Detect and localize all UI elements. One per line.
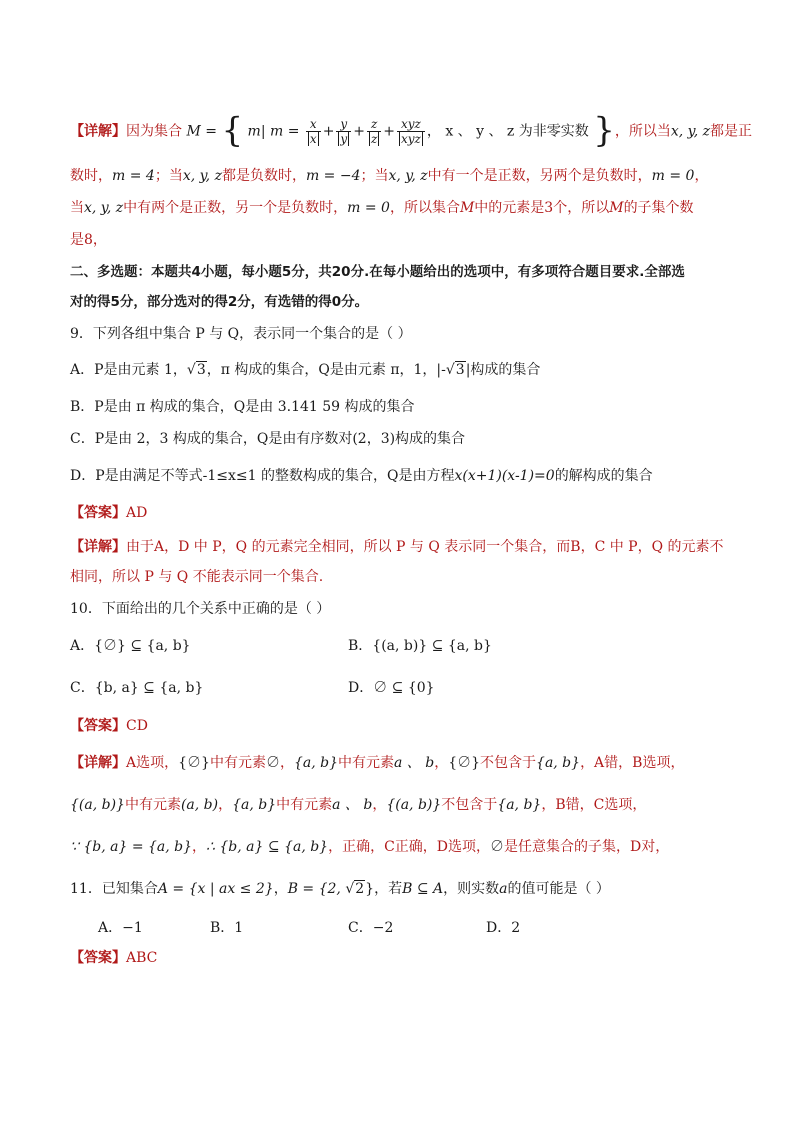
detail1-line3: 当x, y, z中有两个是正数，另一个是负数时，m = 0，所以集合M中的元素是3个，所以M的子集个数 [70,200,694,216]
q11-option-B: B．1 [210,920,244,936]
set-B: B = {2, [287,881,346,897]
q10-detail-line2: {(a, b)}中有元素(a, b)，{a, b}中有元素a 、 b，{(a, b)}不包含于{a, b}，B错，C选项， [70,797,647,813]
q10-option-D: D．∅ ⊆ {0} [348,680,435,696]
detail-text: 因为集合 [126,123,182,140]
q10-detail-line3: ∵ {b, a} = {a, b}，∴ {b, a} ⊆ {a, b}，正确，C正确，D选项，∅是任意集合的子集，D对， [70,839,670,855]
set-M: M [186,123,201,140]
set-A: A = {x | ax ≤ 2} [157,881,274,897]
var-m: m [269,123,284,140]
detail1-line1: 【详解】因为集合 M = { m| m = $\frac{x}{x}$ + $\frac{y}{y}$ + $\frac{z}{z}$ + $\frac{\text{xyz}}{\text{xyz}}$ ， x 、 y 、 z 为非零实数 }，所以当x, y, z都是正 [70,110,752,151]
q11-answer: 【答案】ABC [70,950,158,966]
m-equals-0: m = 0 [651,168,695,184]
detail-text: ，所以当 [614,123,671,140]
answer-value: CD [126,718,148,734]
m-equals-0: m = 0 [347,200,390,216]
fraction-x: $\frac{x}{x}$ [306,117,321,146]
equation: x(x+1)(x-1)=0 [454,468,555,484]
condition-text: x 、 y 、 z 为非零实数 [445,123,589,140]
detail1-line2: 数时，m = 4；当x, y, z都是负数时，m = −4；当x, y, z中有一个是正数，另两个是负数时，m = 0， [70,168,709,184]
fraction-xyz: $\frac{\text{xyz}}{\text{xyz}}$ [397,117,425,146]
section2-heading-line1: 二、多选题：本题共4小题，每小题5分，共20分.在每小题给出的选项中，有多项符合题目要求.全部选 [70,264,685,280]
fraction-y: $\frac{y}{y}$ [336,117,351,146]
q10-option-A: A．{∅} ⊆ {a, b} [70,638,191,654]
equals: = [287,123,300,140]
q9-stem: 9．下列各组中集合 P 与 Q，表示同一个集合的是（ ） [70,326,412,342]
q11-option-C: C．−2 [348,920,394,936]
q10-answer: 【答案】CD [70,718,148,734]
section2-heading-line2: 对的得5分，部分选对的得2分，有选错的得0分。 [70,294,369,310]
left-brace: { [221,110,244,151]
q10-option-B: B．{(a, b)} ⊆ {a, b} [348,638,492,654]
sqrt-3: √3 [186,362,206,378]
detail-tag: 【详解】 [70,123,126,140]
right-brace: } [593,110,615,151]
m-equals-neg4: m = −4 [305,168,361,184]
q11-option-D: D．2 [486,920,521,936]
detail1-line4: 是8， [70,232,107,248]
m-equals-4: m = 4 [112,168,155,184]
q10-detail-line1: 【详解】A选项，{∅}中有元素∅，{a, b}中有元素a 、 b，{∅}不包含于{a, b}，A错，B选项， [70,755,685,771]
q9-option-C: C．P是由 2，3 构成的集合，Q是由有序数对(2，3)构成的集合 [70,431,466,447]
fraction-z: $\frac{z}{z}$ [367,117,381,146]
q11-stem: 11．已知集合A = {x | ax ≤ 2}，B = {2, √2}，若B ⊆ A，则实数a的值可能是（ ） [70,881,610,897]
vars-xyz: x, y, z [670,123,710,140]
detail-text: 都是正 [709,123,752,140]
answer-value: AD [126,505,148,521]
answer-value: ABC [126,950,158,966]
q10-stem: 10．下面给出的几个关系中正确的是（ ） [70,601,331,617]
q9-answer: 【答案】AD [70,505,148,521]
q9-option-A: A．P是由元素 1，√3，π 构成的集合，Q是由元素 π，1，|-√3|构成的集合 [70,362,541,378]
q9-detail-line1: 【详解】由于A，D 中 P，Q 的元素完全相同，所以 P 与 Q 表示同一个集合，而B，C 中 P，Q 的元素不 [70,539,724,555]
q9-option-D: D．P是由满足不等式-1≤x≤1 的整数构成的集合，Q是由方程x(x+1)(x-1)=0的解构成的集合 [70,468,653,484]
q9-option-B: B．P是由 π 构成的集合，Q是由 3.141 59 构成的集合 [70,399,415,415]
q10-option-C: C．{b, a} ⊆ {a, b} [70,680,204,696]
sqrt-3: √3 [445,362,465,378]
q11-option-A: A．−1 [98,920,143,936]
var-m: m [247,123,261,140]
sqrt-2: √2 [345,881,365,897]
q9-detail-line2: 相同，所以 P 与 Q 不能表示同一个集合. [70,569,324,585]
